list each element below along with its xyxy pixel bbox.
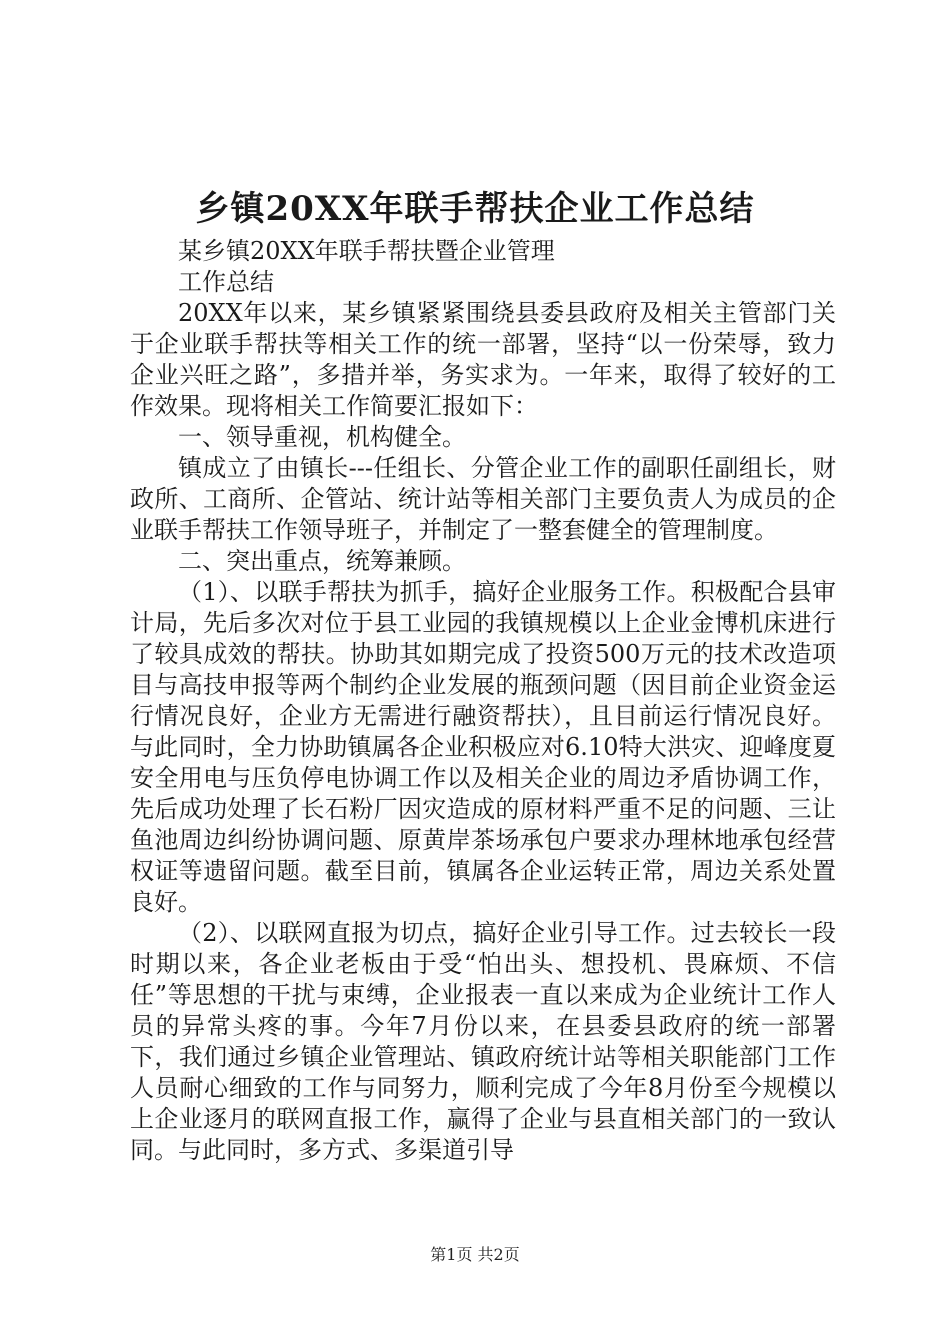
page-footer: 第1页 共2页 [430, 1245, 520, 1264]
intro-paragraph: 20XX年以来，某乡镇紧紧围绕县委县政府及相关主管部门关于企业联手帮扶等相关工作的统一部署，坚持“以一份荣辱，致力企业兴旺之路”，多措并举，务实求为。一年来，取得了较好的工作效果。现将相关工作简要汇报如下： [130, 299, 836, 420]
section-heading-1: 一、领导重视，机构健全。 [178, 423, 466, 451]
item-2-paragraph: （2）、以联网直报为切点，搞好企业引导工作。过去较长一段时期以来，各企业老板由于受“怕出头、想投机、畏麻烦、不信任”等思想的干扰与束缚，企业报表一直以来成为企业统计工作人员的异常头疼的事。今年7月份以来，在县委县政府的统一部署下，我们通过乡镇企业管理站、镇政府统计站等相关职能部门工作人员耐心细致的工作与同努力，顺利完成了今年8月份至今规模以上企业逐月的联网直报工作，赢得了企业与县直相关部门的一致认同。与此同时，多方式、多渠道引导 [130, 919, 836, 1164]
subtitle-line-2: 工作总结 [178, 268, 274, 296]
section-heading-2: 二、突出重点，统筹兼顾。 [178, 547, 466, 575]
subtitle-line-1: 某乡镇20XX年联手帮扶暨企业管理 [178, 237, 555, 265]
section-1-paragraph: 镇成立了由镇长---任组长、分管企业工作的副职任副组长，财政所、工商所、企管站、统计站等相关部门主要负责人为成员的企业联手帮扶工作领导班子，并制定了一整套健全的管理制度。 [130, 454, 836, 544]
item-1-paragraph: （1）、以联手帮扶为抓手，搞好企业服务工作。积极配合县审计局，先后多次对位于县工业园的我镇规模以上企业金博机床进行了较具成效的帮扶。协助其如期完成了投资500万元的技术改造项目与高技申报等两个制约企业发展的瓶颈问题（因目前企业资金运行情况良好，企业方无需进行融资帮扶），且目前运行情况良好。与此同时，全力协助镇属各企业积极应对6.10特大洪灾、迎峰度夏安全用电与压负停电协调工作以及相关企业的周边矛盾协调工作，先后成功处理了长石粉厂因灾造成的原材料严重不足的问题、三让鱼池周边纠纷协调问题、原黄岸茶场承包户要求办理林地承包经营权证等遗留问题。截至目前，镇属各企业运转正常，周边关系处置良好。 [130, 578, 836, 916]
document-title: 乡镇20XX年联手帮扶企业工作总结 [195, 189, 755, 229]
document-body [130, 236, 836, 1166]
